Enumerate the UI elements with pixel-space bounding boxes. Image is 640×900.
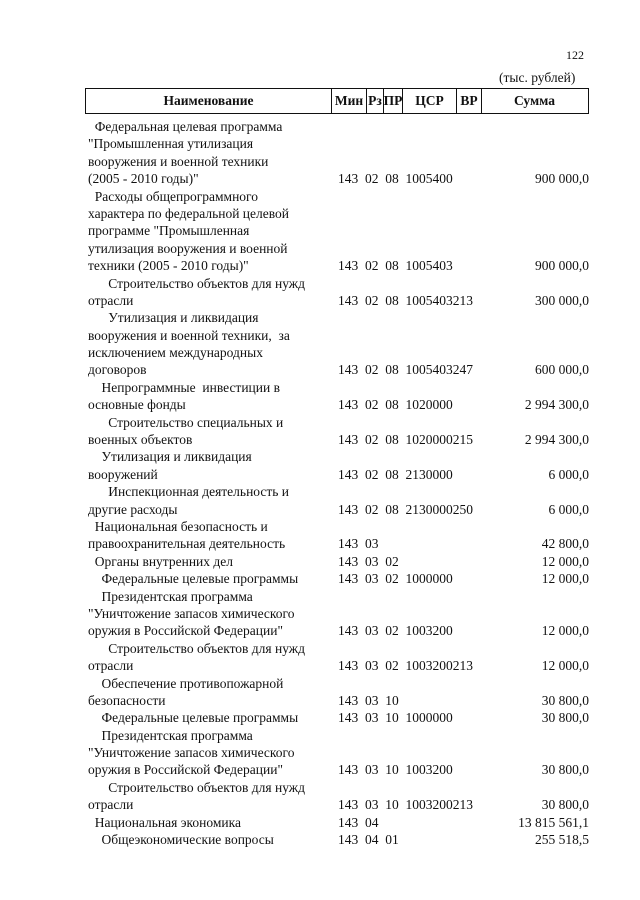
row-codes: 143 03 02 1003200: [338, 623, 453, 639]
row-codes: 143 02 08 1020000215: [338, 432, 473, 448]
row-codes: 143 04 01: [338, 832, 399, 848]
row-name-line: характера по федеральной целевой: [88, 205, 289, 221]
row-codes: 143 03 10 1003200: [338, 762, 453, 778]
row-sum: 30 800,0: [541, 692, 589, 708]
row-codes: 143 02 08 1005403247: [338, 362, 473, 378]
row-name-line: Утилизация и ликвидация: [88, 449, 252, 465]
table-row: [0, 518, 640, 553]
table-row: [0, 588, 640, 640]
table-row: [0, 188, 640, 275]
row-name-line: Президентская программа: [88, 727, 253, 743]
row-name: [88, 779, 328, 814]
header-name: Наименование: [163, 93, 254, 108]
page-number: 122: [566, 48, 584, 62]
row-name: [88, 275, 328, 310]
table-row: [0, 448, 640, 483]
row-name-line: Непрограммные инвестиции в: [88, 379, 280, 395]
row-name-line: исключением международных: [88, 345, 263, 361]
row-name-line: Инспекционная деятельность и: [88, 484, 290, 500]
table-row: [0, 709, 640, 726]
row-name-line: Расходы общепрограммного: [88, 188, 258, 204]
row-codes: 143 02 08 1005400: [338, 171, 453, 187]
row-name: [88, 553, 328, 570]
table-row: [0, 118, 640, 188]
row-name-line: Утилизация и ликвидация: [88, 310, 259, 326]
row-name-line: Федеральные целевые программы: [88, 710, 299, 726]
header-sum: Сумма: [481, 89, 587, 113]
row-name-line: вооружения и военной техники: [88, 153, 269, 169]
row-codes: 143 03 02 1000000: [338, 571, 453, 587]
row-name-line: военных объектов: [88, 432, 193, 448]
row-sum: 30 800,0: [541, 797, 589, 813]
row-name-line: "Уничтожение запасов химического: [88, 605, 295, 621]
header-csr: ЦСР: [402, 89, 456, 113]
row-sum: 900 000,0: [535, 171, 589, 187]
row-name-line: правоохранительная деятельность: [88, 536, 286, 552]
row-name-line: Строительство объектов для нужд: [88, 275, 305, 291]
row-name-line: техники (2005 - 2010 годы)": [88, 258, 249, 274]
table-row: [0, 275, 640, 310]
row-name: [88, 727, 328, 779]
row-sum: 900 000,0: [535, 258, 589, 274]
row-name: [88, 518, 328, 553]
row-name: [88, 448, 328, 483]
row-codes: 143 02 08 1005403: [338, 258, 453, 274]
row-sum: 6 000,0: [548, 466, 589, 482]
table-row: [0, 727, 640, 779]
table-row: [0, 414, 640, 449]
row-name-line: Национальная безопасность и: [88, 518, 268, 534]
units-label: (тыс. рублей): [499, 70, 576, 85]
header-vr: ВР: [456, 89, 481, 113]
row-name-line: Строительство объектов для нужд: [88, 779, 305, 795]
row-name-line: отрасли: [88, 797, 134, 813]
table-body: [0, 118, 640, 848]
table-row: [0, 309, 640, 379]
row-name-line: Общеэкономические вопросы: [88, 832, 274, 848]
row-name: [88, 118, 328, 188]
table-row: [0, 379, 640, 414]
row-sum: 13 815 561,1: [518, 814, 589, 830]
row-name: [88, 483, 328, 518]
row-name: [88, 379, 328, 414]
row-name-line: Органы внутренних дел: [88, 553, 233, 569]
row-sum: 30 800,0: [541, 762, 589, 778]
row-codes: 143 02 08 2130000: [338, 466, 453, 482]
row-codes: 143 03: [338, 536, 379, 552]
row-name: [88, 831, 328, 848]
row-name-line: "Промышленная утилизация: [88, 136, 254, 152]
row-name: [88, 640, 328, 675]
row-sum: 12 000,0: [541, 553, 589, 569]
row-name-line: Строительство объектов для нужд: [88, 640, 305, 656]
table-row: [0, 814, 640, 831]
row-name-line: "Уничтожение запасов химического: [88, 745, 295, 761]
row-name-line: Федеральная целевая программа: [88, 119, 283, 134]
row-name-line: договоров: [88, 362, 147, 378]
row-name: [88, 709, 328, 726]
row-name-line: Обеспечение противопожарной: [88, 675, 284, 691]
table-row: [0, 779, 640, 814]
row-codes: 143 03 10 1000000: [338, 710, 453, 726]
table-row: [0, 570, 640, 587]
row-sum: 12 000,0: [541, 623, 589, 639]
row-name: [88, 309, 328, 379]
row-sum: 2 994 300,0: [524, 397, 589, 413]
row-sum: 600 000,0: [535, 362, 589, 378]
row-name-line: Национальная экономика: [88, 814, 241, 830]
row-name: [88, 570, 328, 587]
header-pr: ПР: [383, 89, 402, 113]
table-row: [0, 831, 640, 848]
row-sum: 255 518,5: [535, 832, 589, 848]
header-rz: Рз: [366, 89, 383, 113]
row-name-line: основные фонды: [88, 397, 186, 413]
row-name: [88, 188, 328, 275]
row-sum: 12 000,0: [541, 571, 589, 587]
row-name-line: (2005 - 2010 годы)": [88, 171, 199, 187]
table-row: [0, 553, 640, 570]
row-name: [88, 675, 328, 710]
row-name-line: отрасли: [88, 292, 134, 308]
table-header: [85, 88, 589, 114]
row-name-line: вооружений: [88, 466, 158, 482]
row-name: [88, 588, 328, 640]
table-row: [0, 675, 640, 710]
row-sum: 300 000,0: [535, 292, 589, 308]
row-codes: 143 03 02: [338, 553, 399, 569]
row-codes: 143 02 08 1005403213: [338, 292, 473, 308]
row-codes: 143 03 02 1003200213: [338, 658, 473, 674]
row-codes: 143 03 10 1003200213: [338, 797, 473, 813]
row-name-line: другие расходы: [88, 501, 178, 517]
row-name-line: Федеральные целевые программы: [88, 571, 299, 587]
row-name-line: утилизация вооружения и военной: [88, 240, 288, 256]
row-name-line: оружия в Российской Федерации": [88, 762, 283, 778]
row-sum: 6 000,0: [548, 501, 589, 517]
row-sum: 2 994 300,0: [524, 432, 589, 448]
row-codes: 143 02 08 2130000250: [338, 501, 473, 517]
row-name: [88, 814, 328, 831]
row-name-line: Строительство специальных и: [88, 414, 284, 430]
row-sum: 30 800,0: [541, 710, 589, 726]
row-sum: 42 800,0: [541, 536, 589, 552]
row-name-line: отрасли: [88, 658, 134, 674]
row-name-line: вооружения и военной техники, за: [88, 327, 290, 343]
row-name-line: Президентская программа: [88, 588, 253, 604]
header-min: Мин: [331, 89, 366, 113]
row-sum: 12 000,0: [541, 658, 589, 674]
table-row: [0, 483, 640, 518]
row-name-line: безопасности: [88, 692, 166, 708]
row-name-line: программе "Промышленная: [88, 223, 250, 239]
table-row: [0, 640, 640, 675]
row-name: [88, 414, 328, 449]
row-codes: 143 02 08 1020000: [338, 397, 453, 413]
row-codes: 143 03 10: [338, 692, 399, 708]
row-codes: 143 04: [338, 814, 379, 830]
row-name-line: оружия в Российской Федерации": [88, 623, 283, 639]
